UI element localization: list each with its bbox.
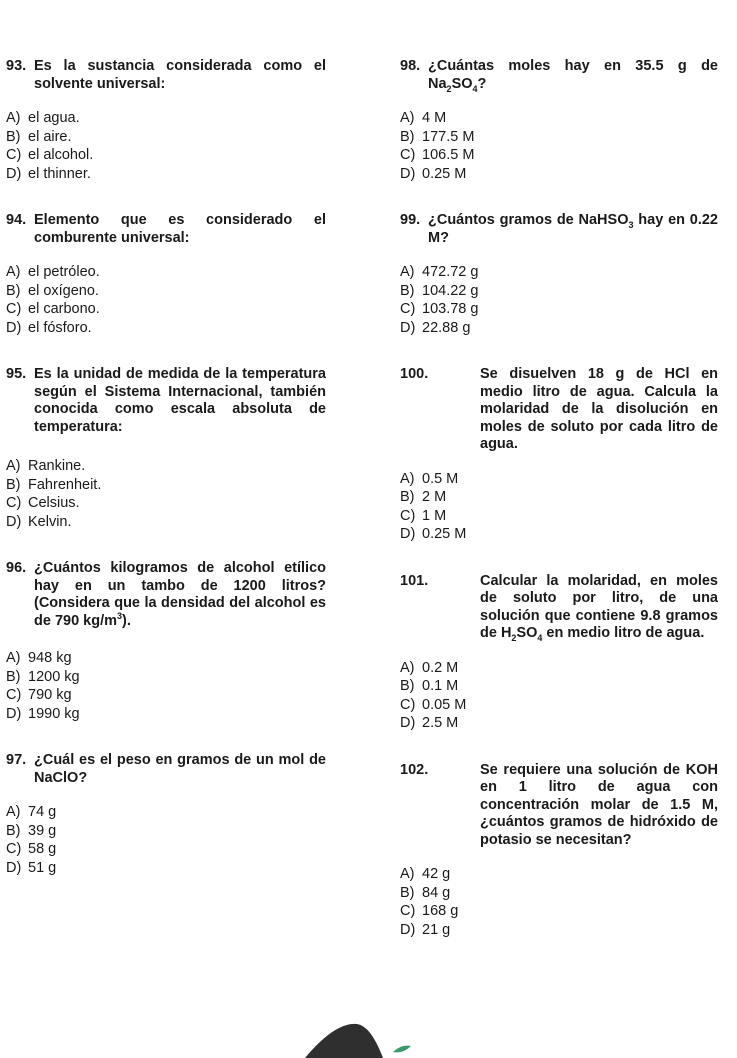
- option-d[interactable]: D) 1990 kg: [6, 705, 80, 722]
- option-d[interactable]: D) 0.25 M: [400, 165, 467, 182]
- question-text: Elemento que es considerado el comburente universal:: [34, 212, 326, 246]
- option-a[interactable]: A) 42 g: [400, 866, 451, 882]
- question-number: 95.: [6, 366, 27, 382]
- question-number: 93.: [6, 58, 27, 74]
- option-c[interactable]: C) 1 M: [400, 507, 447, 524]
- option-c[interactable]: C) 0.05 M: [400, 696, 467, 713]
- options-list: [6, 109, 326, 183]
- question-number: 102.: [400, 761, 429, 778]
- option-b[interactable]: B) 104.22 g: [400, 282, 479, 299]
- question-text: ¿Cuál es el peso en gramos de un mol de NaClO?: [34, 752, 326, 786]
- option-b[interactable]: B) 39 g: [6, 822, 57, 839]
- options-list: [400, 659, 718, 733]
- option-a[interactable]: A) 948 kg: [6, 650, 72, 666]
- options-list: [400, 109, 718, 183]
- option-c[interactable]: C) Celsius.: [6, 495, 80, 511]
- options-list: [6, 263, 326, 337]
- options-list: [400, 470, 718, 544]
- question-text: Es la sustancia considerada como el solvente universal:: [34, 58, 326, 92]
- question-101: [400, 573, 718, 733]
- options-list: [6, 649, 326, 723]
- question-96: [6, 560, 326, 723]
- question-100: [400, 366, 718, 544]
- option-d[interactable]: D) el thinner.: [6, 165, 91, 182]
- option-a[interactable]: A) 0.2 M: [400, 659, 459, 676]
- option-a[interactable]: A) 472.72 g: [400, 264, 479, 280]
- question-text: Es la unidad de medida de la temperatura según el Sistema Internacional, también conocida como escala absoluta de temperatura:: [34, 366, 326, 435]
- option-b[interactable]: B) 1200 kg: [6, 668, 80, 685]
- option-d[interactable]: D) 2.5 M: [400, 715, 459, 731]
- option-c[interactable]: C) el alcohol.: [6, 147, 94, 163]
- question-number: 99.: [400, 212, 421, 228]
- option-d[interactable]: D) 22.88 g: [400, 319, 471, 336]
- question-text: Calcular la molaridad, en moles de soluto por litro, de una solución que contiene 9.8 gramos de $H_2SO_4$ en medio litro de agua.: [480, 572, 718, 643]
- option-c[interactable]: C) 168 g: [400, 903, 459, 919]
- question-95: [6, 366, 326, 531]
- option-a[interactable]: A) 0.5 M: [400, 470, 459, 487]
- option-d[interactable]: D) 21 g: [400, 921, 451, 938]
- right-column: [400, 58, 718, 939]
- question-text: Se requiere una solución de KOH en 1 litro de agua con concentración molar de 1.5 M, ¿cuántos gramos de hidróxido de potasio se necesitan?: [480, 761, 718, 848]
- option-d[interactable]: D) el fósforo.: [6, 319, 92, 336]
- options-list: [400, 865, 718, 939]
- question-93: [6, 58, 326, 183]
- question-number: 98.: [400, 58, 421, 74]
- question-text: ¿Cuántos gramos de NaHSO$_3$ hay en 0.22 M?: [428, 212, 718, 246]
- options-list: [6, 803, 326, 877]
- option-b[interactable]: B) el oxígeno.: [6, 282, 99, 299]
- question-97: [6, 752, 326, 877]
- option-d[interactable]: D) 51 g: [6, 859, 57, 876]
- question-102: [400, 762, 718, 940]
- left-column: [6, 58, 326, 877]
- option-a[interactable]: A) el petróleo.: [6, 264, 100, 280]
- option-b[interactable]: B) el aire.: [6, 128, 72, 145]
- option-b[interactable]: B) Fahrenheit.: [6, 476, 102, 493]
- question-94: [6, 212, 326, 337]
- question-number: 94.: [6, 212, 27, 228]
- option-c[interactable]: C) 790 kg: [6, 687, 72, 703]
- question-number: 100.: [400, 366, 429, 382]
- option-c[interactable]: C) 106.5 M: [400, 147, 475, 163]
- option-a[interactable]: A) 4 M: [400, 110, 447, 126]
- question-text: Se disuelven 18 g de HCl en medio litro de agua. Calcula la molaridad de la disolución en moles de soluto por cada litro de agua.: [480, 366, 718, 452]
- option-c[interactable]: C) 58 g: [6, 841, 57, 857]
- question-98: [400, 58, 718, 183]
- options-list: [400, 263, 718, 337]
- option-a[interactable]: A) el agua.: [6, 110, 80, 126]
- question-text: ¿Cuántas moles hay en 35.5 g de $Na_2SO_4$?: [428, 58, 718, 94]
- options-list: [6, 457, 326, 531]
- option-b[interactable]: B) 0.1 M: [400, 678, 459, 694]
- option-b[interactable]: B) 177.5 M: [400, 128, 475, 145]
- question-number: 101.: [400, 572, 429, 589]
- logo-icon: [305, 1018, 425, 1058]
- option-a[interactable]: A) 74 g: [6, 804, 57, 820]
- question-text: ¿Cuántos kilogramos de alcohol etílico hay en un tambo de 1200 litros? (Considera que la densidad del alcohol es de 790 $kg/m^3$).: [34, 560, 326, 629]
- option-b[interactable]: B) 2 M: [400, 489, 447, 505]
- question-number: 97.: [6, 752, 27, 768]
- question-99: [400, 212, 718, 337]
- option-c[interactable]: C) 103.78 g: [400, 301, 479, 317]
- question-number: 96.: [6, 560, 27, 576]
- option-a[interactable]: A) Rankine.: [6, 458, 86, 474]
- option-d[interactable]: D) Kelvin.: [6, 513, 72, 530]
- option-d[interactable]: D) 0.25 M: [400, 526, 467, 542]
- option-b[interactable]: B) 84 g: [400, 884, 451, 901]
- option-c[interactable]: C) el carbono.: [6, 301, 100, 317]
